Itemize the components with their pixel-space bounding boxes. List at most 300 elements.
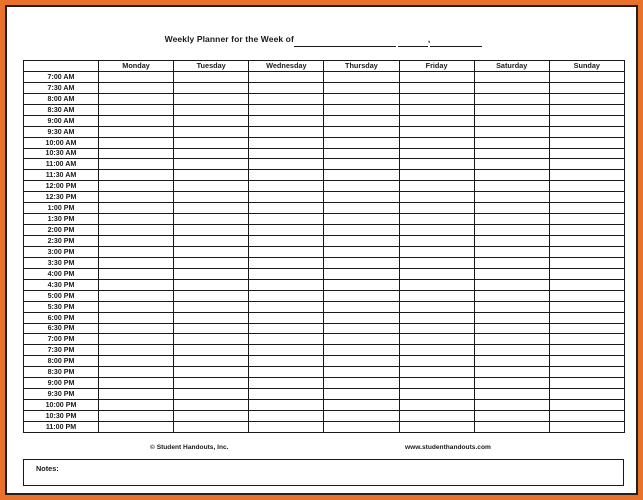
appointment-cell[interactable]: [549, 104, 624, 115]
appointment-cell[interactable]: [99, 421, 174, 432]
appointment-cell[interactable]: [399, 334, 474, 345]
appointment-cell[interactable]: [324, 400, 399, 411]
appointment-cell[interactable]: [99, 312, 174, 323]
weekly-planner-table: [23, 60, 625, 433]
appointment-cell[interactable]: [549, 334, 624, 345]
time-label-cell: 11:00 AM: [24, 159, 99, 170]
appointment-cell[interactable]: [549, 148, 624, 159]
appointment-cell[interactable]: [174, 378, 249, 389]
appointment-cell[interactable]: [174, 246, 249, 257]
time-label-cell: 7:30 PM: [24, 345, 99, 356]
appointment-cell[interactable]: [324, 181, 399, 192]
appointment-cell[interactable]: [99, 345, 174, 356]
table-row: [24, 367, 625, 378]
appointment-cell[interactable]: [324, 214, 399, 225]
appointment-cell[interactable]: [99, 126, 174, 137]
appointment-cell[interactable]: [99, 411, 174, 422]
table-row: [24, 411, 625, 422]
appointment-cell[interactable]: [474, 104, 549, 115]
appointment-cell[interactable]: [99, 356, 174, 367]
appointment-cell[interactable]: [474, 82, 549, 93]
appointment-cell[interactable]: [324, 71, 399, 82]
appointment-cell[interactable]: [474, 126, 549, 137]
time-label-cell: 10:30 PM: [24, 411, 99, 422]
appointment-cell[interactable]: [399, 378, 474, 389]
month-blank-field[interactable]: [294, 37, 396, 47]
appointment-cell[interactable]: [99, 246, 174, 257]
appointment-cell[interactable]: [324, 170, 399, 181]
appointment-cell[interactable]: [174, 126, 249, 137]
appointment-cell[interactable]: [399, 345, 474, 356]
appointment-cell[interactable]: [324, 126, 399, 137]
appointment-cell[interactable]: [99, 82, 174, 93]
appointment-cell[interactable]: [249, 367, 324, 378]
appointment-cell[interactable]: [549, 82, 624, 93]
appointment-cell[interactable]: [249, 400, 324, 411]
time-label-cell: 3:30 PM: [24, 257, 99, 268]
appointment-cell[interactable]: [474, 421, 549, 432]
time-label-cell: 11:00 PM: [24, 421, 99, 432]
table-row: [24, 389, 625, 400]
table-row: [24, 192, 625, 203]
appointment-cell[interactable]: [549, 312, 624, 323]
appointment-cell[interactable]: [474, 214, 549, 225]
appointment-cell[interactable]: [99, 181, 174, 192]
appointment-cell[interactable]: [324, 93, 399, 104]
appointment-cell[interactable]: [249, 104, 324, 115]
time-label-cell: 12:00 PM: [24, 181, 99, 192]
table-row: [24, 421, 625, 432]
appointment-cell[interactable]: [549, 170, 624, 181]
appointment-cell[interactable]: [549, 214, 624, 225]
appointment-cell[interactable]: [549, 400, 624, 411]
appointment-cell[interactable]: [99, 257, 174, 268]
appointment-cell[interactable]: [474, 181, 549, 192]
appointment-cell[interactable]: [99, 225, 174, 236]
appointment-cell[interactable]: [174, 170, 249, 181]
appointment-cell[interactable]: [249, 323, 324, 334]
appointment-cell[interactable]: [399, 290, 474, 301]
appointment-cell[interactable]: [399, 421, 474, 432]
appointment-cell[interactable]: [549, 115, 624, 126]
appointment-cell[interactable]: [174, 345, 249, 356]
appointment-cell[interactable]: [399, 246, 474, 257]
appointment-cell[interactable]: [249, 126, 324, 137]
appointment-cell[interactable]: [399, 236, 474, 247]
appointment-cell[interactable]: [474, 312, 549, 323]
appointment-cell[interactable]: [399, 137, 474, 148]
table-row: [24, 323, 625, 334]
time-label-cell: 5:30 PM: [24, 301, 99, 312]
appointment-cell[interactable]: [324, 279, 399, 290]
appointment-cell[interactable]: [324, 257, 399, 268]
appointment-cell[interactable]: [474, 159, 549, 170]
table-row: [24, 148, 625, 159]
appointment-cell[interactable]: [324, 312, 399, 323]
appointment-cell[interactable]: [99, 192, 174, 203]
appointment-cell[interactable]: [324, 246, 399, 257]
appointment-cell[interactable]: [249, 203, 324, 214]
appointment-cell[interactable]: [249, 389, 324, 400]
appointment-cell[interactable]: [99, 93, 174, 104]
time-label-cell: 4:30 PM: [24, 279, 99, 290]
appointment-cell[interactable]: [399, 181, 474, 192]
appointment-cell[interactable]: [324, 203, 399, 214]
appointment-cell[interactable]: [174, 159, 249, 170]
appointment-cell[interactable]: [324, 389, 399, 400]
planner-body: [24, 71, 625, 432]
appointment-cell[interactable]: [174, 104, 249, 115]
appointment-cell[interactable]: [249, 356, 324, 367]
appointment-cell[interactable]: [549, 290, 624, 301]
appointment-cell[interactable]: [474, 115, 549, 126]
appointment-cell[interactable]: [324, 345, 399, 356]
appointment-cell[interactable]: [174, 290, 249, 301]
time-label-cell: 9:30 PM: [24, 389, 99, 400]
appointment-cell[interactable]: [249, 421, 324, 432]
appointment-cell[interactable]: [99, 323, 174, 334]
appointment-cell[interactable]: [174, 203, 249, 214]
appointment-cell[interactable]: [174, 225, 249, 236]
appointment-cell[interactable]: [474, 137, 549, 148]
appointment-cell[interactable]: [174, 411, 249, 422]
time-label-cell: 9:00 AM: [24, 115, 99, 126]
appointment-cell[interactable]: [324, 159, 399, 170]
appointment-cell[interactable]: [174, 82, 249, 93]
table-row: [24, 104, 625, 115]
table-row: [24, 137, 625, 148]
appointment-cell[interactable]: [99, 214, 174, 225]
appointment-cell[interactable]: [174, 323, 249, 334]
appointment-cell[interactable]: [549, 345, 624, 356]
appointment-cell[interactable]: [324, 421, 399, 432]
appointment-cell[interactable]: [474, 71, 549, 82]
appointment-cell[interactable]: [399, 192, 474, 203]
title-prefix-text: Weekly Planner for the Week of: [164, 34, 294, 44]
appointment-cell[interactable]: [249, 378, 324, 389]
appointment-cell[interactable]: [399, 170, 474, 181]
time-label-cell: 8:00 AM: [24, 93, 99, 104]
appointment-cell[interactable]: [549, 279, 624, 290]
appointment-cell[interactable]: [474, 246, 549, 257]
appointment-cell[interactable]: [549, 421, 624, 432]
table-row: [24, 400, 625, 411]
appointment-cell[interactable]: [549, 236, 624, 247]
day-header-friday: Friday: [399, 61, 474, 72]
appointment-cell[interactable]: [174, 71, 249, 82]
appointment-cell[interactable]: [99, 279, 174, 290]
appointment-cell[interactable]: [249, 181, 324, 192]
appointment-cell[interactable]: [249, 246, 324, 257]
appointment-cell[interactable]: [99, 389, 174, 400]
notes-box[interactable]: [23, 459, 624, 486]
appointment-cell[interactable]: [549, 257, 624, 268]
appointment-cell[interactable]: [474, 236, 549, 247]
appointment-cell[interactable]: [549, 378, 624, 389]
appointment-cell[interactable]: [549, 203, 624, 214]
appointment-cell[interactable]: [399, 93, 474, 104]
table-row: [24, 312, 625, 323]
appointment-cell[interactable]: [174, 148, 249, 159]
day-header-saturday: Saturday: [474, 61, 549, 72]
appointment-cell[interactable]: [474, 192, 549, 203]
appointment-cell[interactable]: [174, 301, 249, 312]
appointment-cell[interactable]: [99, 400, 174, 411]
appointment-cell[interactable]: [399, 323, 474, 334]
appointment-cell[interactable]: [174, 192, 249, 203]
day-blank-field[interactable]: [398, 37, 428, 47]
appointment-cell[interactable]: [324, 323, 399, 334]
appointment-cell[interactable]: [174, 279, 249, 290]
table-row: [24, 82, 625, 93]
appointment-cell[interactable]: [474, 148, 549, 159]
time-label-cell: 10:00 PM: [24, 400, 99, 411]
appointment-cell[interactable]: [399, 126, 474, 137]
appointment-cell[interactable]: [324, 104, 399, 115]
appointment-cell[interactable]: [99, 148, 174, 159]
appointment-cell[interactable]: [324, 378, 399, 389]
appointment-cell[interactable]: [324, 137, 399, 148]
time-label-cell: 9:30 AM: [24, 126, 99, 137]
appointment-cell[interactable]: [249, 334, 324, 345]
table-row: [24, 115, 625, 126]
appointment-cell[interactable]: [474, 279, 549, 290]
appointment-cell[interactable]: [474, 345, 549, 356]
appointment-cell[interactable]: [249, 225, 324, 236]
planner-page: [5, 5, 638, 495]
footer-credits: [23, 444, 624, 455]
appointment-cell[interactable]: [324, 148, 399, 159]
appointment-cell[interactable]: [324, 334, 399, 345]
appointment-cell[interactable]: [399, 411, 474, 422]
appointment-cell[interactable]: [474, 257, 549, 268]
appointment-cell[interactable]: [549, 323, 624, 334]
appointment-cell[interactable]: [399, 301, 474, 312]
appointment-cell[interactable]: [474, 389, 549, 400]
appointment-cell[interactable]: [99, 301, 174, 312]
time-label-cell: 8:30 PM: [24, 367, 99, 378]
time-label-cell: 2:00 PM: [24, 225, 99, 236]
appointment-cell[interactable]: [324, 356, 399, 367]
appointment-cell[interactable]: [249, 268, 324, 279]
table-row: [24, 71, 625, 82]
appointment-cell[interactable]: [174, 214, 249, 225]
table-row: [24, 246, 625, 257]
table-row: [24, 279, 625, 290]
appointment-cell[interactable]: [174, 367, 249, 378]
appointment-cell[interactable]: [399, 71, 474, 82]
appointment-cell[interactable]: [474, 268, 549, 279]
appointment-cell[interactable]: [99, 71, 174, 82]
appointment-cell[interactable]: [474, 323, 549, 334]
time-label-cell: 12:30 PM: [24, 192, 99, 203]
appointment-cell[interactable]: [174, 93, 249, 104]
appointment-cell[interactable]: [399, 268, 474, 279]
appointment-cell[interactable]: [474, 367, 549, 378]
appointment-cell[interactable]: [249, 411, 324, 422]
appointment-cell[interactable]: [99, 334, 174, 345]
day-header-monday: Monday: [99, 61, 174, 72]
appointment-cell[interactable]: [549, 301, 624, 312]
appointment-cell[interactable]: [324, 225, 399, 236]
time-label-cell: 8:30 AM: [24, 104, 99, 115]
appointment-cell[interactable]: [174, 334, 249, 345]
appointment-cell[interactable]: [174, 137, 249, 148]
appointment-cell[interactable]: [249, 137, 324, 148]
table-row: [24, 345, 625, 356]
appointment-cell[interactable]: [249, 159, 324, 170]
appointment-cell[interactable]: [249, 345, 324, 356]
appointment-cell[interactable]: [549, 356, 624, 367]
appointment-cell[interactable]: [174, 356, 249, 367]
appointment-cell[interactable]: [324, 301, 399, 312]
appointment-cell[interactable]: [474, 400, 549, 411]
appointment-cell[interactable]: [549, 93, 624, 104]
appointment-cell[interactable]: [99, 137, 174, 148]
appointment-cell[interactable]: [474, 203, 549, 214]
table-header-row: [24, 61, 625, 72]
appointment-cell[interactable]: [549, 181, 624, 192]
appointment-cell[interactable]: [399, 400, 474, 411]
appointment-cell[interactable]: [324, 411, 399, 422]
appointment-cell[interactable]: [249, 236, 324, 247]
appointment-cell[interactable]: [549, 411, 624, 422]
appointment-cell[interactable]: [399, 203, 474, 214]
appointment-cell[interactable]: [549, 137, 624, 148]
day-header-thursday: Thursday: [324, 61, 399, 72]
appointment-cell[interactable]: [324, 290, 399, 301]
table-row: [24, 225, 625, 236]
table-row: [24, 214, 625, 225]
appointment-cell[interactable]: [99, 367, 174, 378]
appointment-cell[interactable]: [174, 257, 249, 268]
table-row: [24, 126, 625, 137]
appointment-cell[interactable]: [549, 268, 624, 279]
appointment-cell[interactable]: [549, 71, 624, 82]
time-label-cell: 11:30 AM: [24, 170, 99, 181]
appointment-cell[interactable]: [399, 356, 474, 367]
appointment-cell[interactable]: [549, 192, 624, 203]
appointment-cell[interactable]: [174, 421, 249, 432]
time-label-cell: 1:30 PM: [24, 214, 99, 225]
year-blank-field[interactable]: [430, 37, 482, 47]
appointment-cell[interactable]: [324, 82, 399, 93]
appointment-cell[interactable]: [249, 93, 324, 104]
appointment-cell[interactable]: [324, 236, 399, 247]
appointment-cell[interactable]: [399, 82, 474, 93]
appointment-cell[interactable]: [549, 159, 624, 170]
time-label-cell: 10:00 AM: [24, 137, 99, 148]
appointment-cell[interactable]: [549, 126, 624, 137]
appointment-cell[interactable]: [324, 367, 399, 378]
appointment-cell[interactable]: [474, 93, 549, 104]
appointment-cell[interactable]: [549, 225, 624, 236]
table-row: [24, 159, 625, 170]
appointment-cell[interactable]: [249, 214, 324, 225]
appointment-cell[interactable]: [174, 115, 249, 126]
appointment-cell[interactable]: [399, 367, 474, 378]
website-text: www.studenthandouts.com: [405, 444, 491, 451]
corner-header-cell: [24, 61, 99, 72]
table-row: [24, 334, 625, 345]
appointment-cell[interactable]: [99, 115, 174, 126]
copyright-text: © Student Handouts, Inc.: [150, 444, 229, 451]
appointment-cell[interactable]: [174, 268, 249, 279]
appointment-cell[interactable]: [249, 290, 324, 301]
appointment-cell[interactable]: [399, 279, 474, 290]
day-header-tuesday: Tuesday: [174, 61, 249, 72]
appointment-cell[interactable]: [174, 389, 249, 400]
appointment-cell[interactable]: [249, 115, 324, 126]
appointment-cell[interactable]: [474, 334, 549, 345]
table-row: [24, 170, 625, 181]
appointment-cell[interactable]: [399, 225, 474, 236]
appointment-cell[interactable]: [249, 279, 324, 290]
appointment-cell[interactable]: [474, 301, 549, 312]
appointment-cell[interactable]: [174, 312, 249, 323]
appointment-cell[interactable]: [99, 203, 174, 214]
appointment-cell[interactable]: [474, 378, 549, 389]
time-label-cell: 10:30 AM: [24, 148, 99, 159]
appointment-cell[interactable]: [399, 257, 474, 268]
appointment-cell[interactable]: [549, 246, 624, 257]
appointment-cell[interactable]: [174, 181, 249, 192]
appointment-cell[interactable]: [99, 170, 174, 181]
appointment-cell[interactable]: [99, 159, 174, 170]
appointment-cell[interactable]: [324, 115, 399, 126]
appointment-cell[interactable]: [399, 389, 474, 400]
appointment-cell[interactable]: [249, 192, 324, 203]
appointment-cell[interactable]: [99, 378, 174, 389]
appointment-cell[interactable]: [474, 411, 549, 422]
appointment-cell[interactable]: [249, 301, 324, 312]
appointment-cell[interactable]: [474, 356, 549, 367]
appointment-cell[interactable]: [549, 389, 624, 400]
appointment-cell[interactable]: [474, 225, 549, 236]
table-row: [24, 93, 625, 104]
appointment-cell[interactable]: [399, 159, 474, 170]
title-comma: ,: [427, 34, 431, 44]
appointment-cell[interactable]: [99, 104, 174, 115]
appointment-cell[interactable]: [99, 290, 174, 301]
appointment-cell[interactable]: [174, 400, 249, 411]
time-label-cell: 9:00 PM: [24, 378, 99, 389]
appointment-cell[interactable]: [549, 367, 624, 378]
time-label-cell: 7:00 PM: [24, 334, 99, 345]
notes-label: Notes:: [36, 464, 59, 473]
appointment-cell[interactable]: [399, 115, 474, 126]
time-label-cell: 8:00 PM: [24, 356, 99, 367]
appointment-cell[interactable]: [249, 82, 324, 93]
appointment-cell[interactable]: [399, 104, 474, 115]
appointment-cell[interactable]: [399, 214, 474, 225]
appointment-cell[interactable]: [174, 236, 249, 247]
appointment-cell[interactable]: [474, 290, 549, 301]
appointment-cell[interactable]: [249, 312, 324, 323]
appointment-cell[interactable]: [249, 257, 324, 268]
appointment-cell[interactable]: [474, 170, 549, 181]
appointment-cell[interactable]: [249, 71, 324, 82]
appointment-cell[interactable]: [324, 192, 399, 203]
appointment-cell[interactable]: [399, 148, 474, 159]
appointment-cell[interactable]: [324, 268, 399, 279]
time-label-cell: 1:00 PM: [24, 203, 99, 214]
appointment-cell[interactable]: [99, 236, 174, 247]
appointment-cell[interactable]: [249, 148, 324, 159]
appointment-cell[interactable]: [249, 170, 324, 181]
appointment-cell[interactable]: [399, 312, 474, 323]
appointment-cell[interactable]: [99, 268, 174, 279]
